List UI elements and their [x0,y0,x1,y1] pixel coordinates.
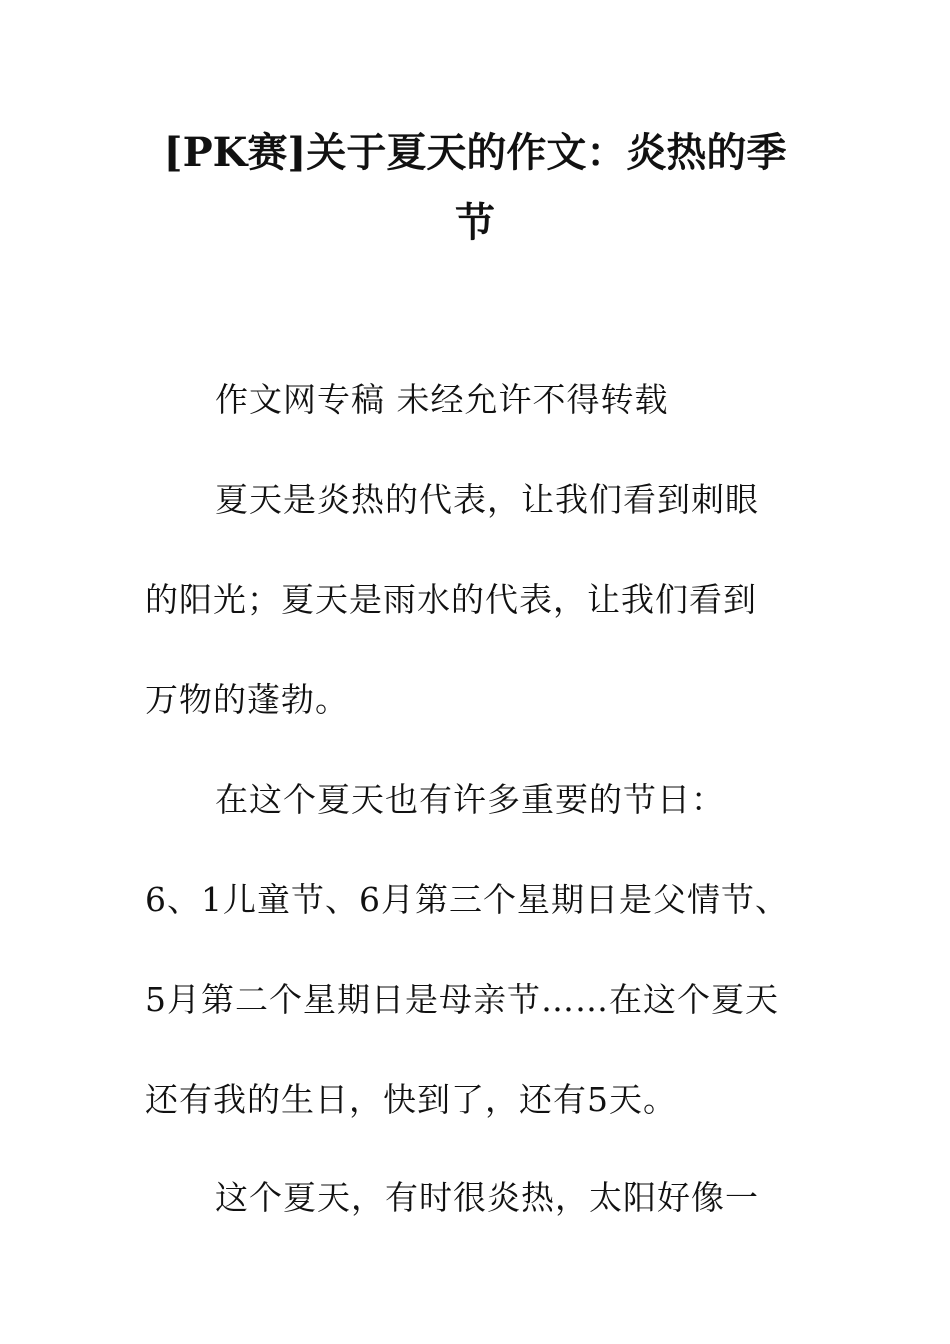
body-line-6: 6、1儿童节、6月第三个星期日是父情节、 [145,880,789,919]
body-line-9: 这个夏天，有时很炎热，太阳好像一 [215,1178,759,1217]
title-line-1: [PK赛]关于夏天的作文：炎热的季 [163,129,787,176]
body-line-8: 还有我的生日，快到了，还有5天。 [145,1080,677,1119]
title-line-2: 节 [455,199,495,246]
body-line-5: 在这个夏天也有许多重要的节日： [215,780,725,819]
body-line-4: 万物的蓬勃。 [145,680,349,719]
body-line-3: 的阳光；夏天是雨水的代表，让我们看到 [145,580,757,619]
body-line-2: 夏天是炎热的代表，让我们看到刺眼 [215,480,759,519]
document-title [145,118,805,258]
body-line-7: 5月第二个星期日是母亲节……在这个夏天 [145,980,779,1019]
body-line-1: 作文网专稿 未经允许不得转载 [215,380,669,419]
